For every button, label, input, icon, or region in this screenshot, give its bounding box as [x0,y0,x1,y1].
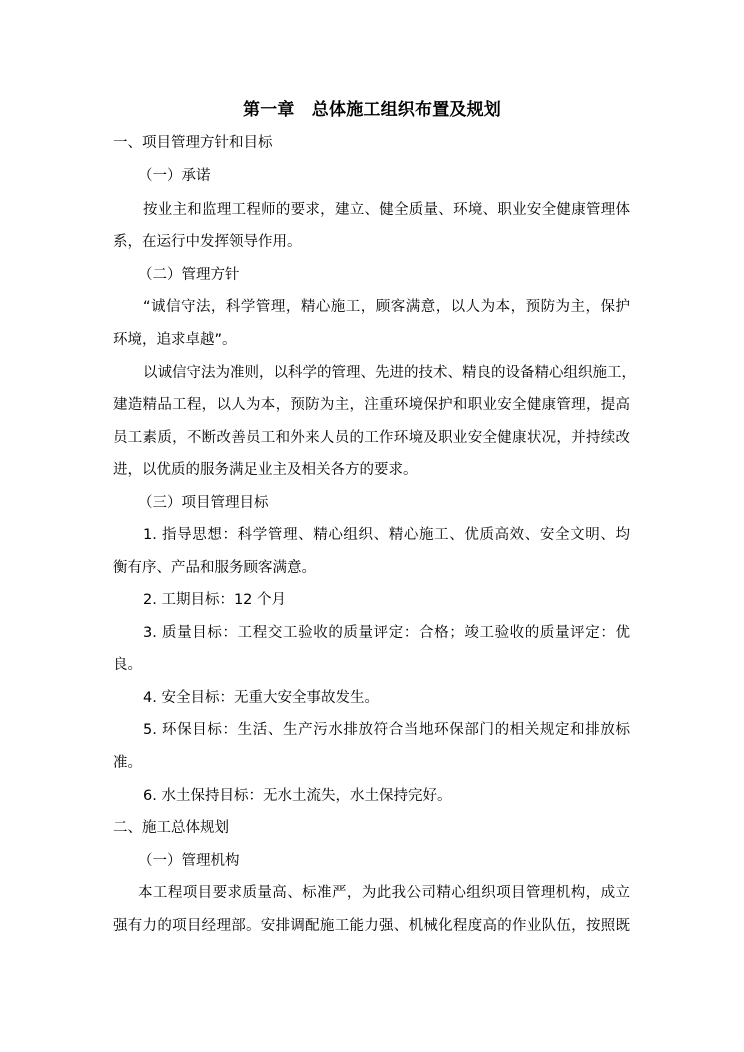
paragraph-line: 按业主和监理工程师的要求，建立、健全质量、环境、职业安全健康管理体 [143,202,630,218]
list-item: 2. 工期目标：12 个月 [143,592,287,608]
paragraph-line: 衡有序、产品和服务顾客满意。 [113,560,316,576]
section-heading-1: 一、项目管理方针和目标 [113,135,273,151]
paragraph-line: 本工程项目要求质量高、标准严，为此我公司精心组织项目管理机构，成立 [138,885,630,901]
list-item: 4. 安全目标：无重大安全事故发生。 [143,690,379,706]
list-item: 3. 质量目标：工程交工验收的质量评定：合格；竣工验收的质量评定：优 [143,625,630,641]
paragraph-line: “诚信守法，科学管理，精心施工，顾客满意，以人为本，预防为主，保护 [143,299,630,315]
list-item: 1. 指导思想：科学管理、精心组织、精心施工、优质高效、安全文明、均 [143,527,630,543]
subsection-heading-goals: （三）项目管理目标 [138,495,269,511]
paragraph-line: 良。 [113,657,142,673]
paragraph-line: 进，以优质的服务满足业主及相关各方的要求。 [113,462,418,478]
paragraph-line: 系，在运行中发挥领导作用。 [113,234,302,250]
paragraph-line: 以诚信守法为准则，以科学的管理、先进的技术、精良的设备精心组织施工， [143,365,636,381]
paragraph-line: 准。 [113,755,142,771]
subsection-heading-org: （一）管理机构 [138,853,240,869]
chapter-title: 第一章 总体施工组织布置及规划 [243,100,501,120]
paragraph-line: 员工素质，不断改善员工和外来人员的工作环境及职业安全健康状况，并持续改 [113,430,630,446]
paragraph-line: 强有力的项目经理部。安排调配施工能力强、机械化程度高的作业队伍，按照既 [113,918,630,934]
subsection-heading-policy: （二）管理方针 [138,267,240,283]
section-heading-2: 二、施工总体规划 [113,820,229,836]
subsection-heading-commitment: （一）承诺 [138,168,211,184]
list-item: 5. 环保目标：生活、生产污水排放符合当地环保部门的相关规定和排放标 [143,722,630,738]
paragraph-line: 环境，追求卓越”。 [113,332,237,348]
list-item: 6. 水土保持目标：无水土流失，水土保持完好。 [143,788,452,804]
paragraph-line: 建造精品工程，以人为本，预防为主，注重环境保护和职业安全健康管理，提高 [113,397,630,413]
